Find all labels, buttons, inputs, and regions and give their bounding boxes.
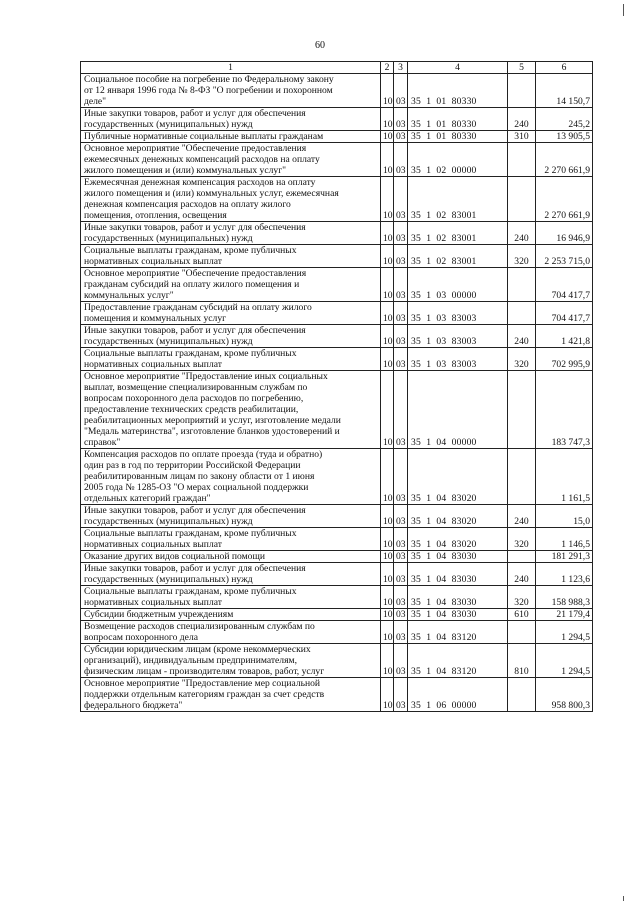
row-expense-type: 310 xyxy=(508,131,536,143)
row-target-code: 35 1 04 83030 xyxy=(408,586,508,609)
row-section: 10 xyxy=(381,302,394,325)
row-name-line: Субсидии юридическим лицам (кроме некоммерческих xyxy=(84,644,311,655)
row-name-line: жилого помещения и (или) коммунальных услуг" xyxy=(84,165,287,176)
row-amount: 704 417,7 xyxy=(536,268,593,302)
row-name-line: справок" xyxy=(84,437,121,448)
row-name xyxy=(81,245,381,268)
row-target-code: 35 1 04 00000 xyxy=(408,371,508,449)
row-name-line: Предоставление гражданам субсидий на оплату жилого xyxy=(84,302,312,313)
row-expense-type: 320 xyxy=(508,586,536,609)
row-name-line: реабилитационных мероприятий и услуг, изготовление медали xyxy=(84,415,341,426)
row-name xyxy=(81,449,381,505)
table-row xyxy=(81,644,593,678)
row-section: 10 xyxy=(381,245,394,268)
row-name-line: Основное мероприятие "Обеспечение предоставления xyxy=(84,268,307,279)
row-name-line: 2005 года № 1285-ОЗ "О мерах социальной поддержки xyxy=(84,482,309,493)
row-amount: 16 946,9 xyxy=(536,222,593,245)
row-target-code: 35 1 01 80330 xyxy=(408,108,508,131)
row-name-line: предоставление технических средств реабилитации, xyxy=(84,404,299,415)
row-subsection: 03 xyxy=(394,449,408,505)
row-name-line: Социальные выплаты гражданам, кроме публичных xyxy=(84,528,297,539)
row-subsection: 03 xyxy=(394,348,408,371)
row-subsection: 03 xyxy=(394,268,408,302)
row-name-line: организаций), индивидуальным предпринимателям, xyxy=(84,655,297,666)
row-name xyxy=(81,609,381,621)
row-subsection: 03 xyxy=(394,505,408,528)
row-name-line: Основное мероприятие "Обеспечение предоставления xyxy=(84,143,307,154)
row-subsection: 03 xyxy=(394,371,408,449)
row-section: 10 xyxy=(381,528,394,551)
row-name-line: поддержки отдельным категориям граждан за счет средств xyxy=(84,689,325,700)
row-name xyxy=(81,222,381,245)
row-name-line: Основное мероприятие "Предоставление мер социальной xyxy=(84,678,321,689)
row-amount: 2 270 661,9 xyxy=(536,143,593,177)
row-amount: 1 421,8 xyxy=(536,325,593,348)
row-section: 10 xyxy=(381,143,394,177)
row-name-line: коммунальных услуг" xyxy=(84,290,174,301)
row-subsection: 03 xyxy=(394,143,408,177)
row-subsection: 03 xyxy=(394,108,408,131)
row-expense-type: 320 xyxy=(508,245,536,268)
row-name-line: Иные закупки товаров, работ и услуг для обеспечения xyxy=(84,325,306,336)
row-expense-type: 240 xyxy=(508,325,536,348)
row-name-line: гражданам субсидий на оплату жилого помещения и xyxy=(84,279,300,290)
table-row xyxy=(81,108,593,131)
header-col-target: 4 xyxy=(408,62,508,74)
row-target-code: 35 1 01 80330 xyxy=(408,131,508,143)
row-name-line: отдельных категорий граждан" xyxy=(84,493,211,504)
row-name xyxy=(81,644,381,678)
row-name-line: нормативных социальных выплат xyxy=(84,539,222,550)
row-expense-type: 610 xyxy=(508,609,536,621)
row-name-line: реабилитированным лицам по закону области от 1 июня xyxy=(84,471,315,482)
header-col-section: 2 xyxy=(381,62,394,74)
row-subsection: 03 xyxy=(394,222,408,245)
row-name-line: помещения и коммунальных услуг xyxy=(84,313,227,324)
row-expense-type: 320 xyxy=(508,348,536,371)
row-name-line: ежемесячных денежных компенсаций расходов на оплату xyxy=(84,154,320,165)
row-name-line: Компенсация расходов по оплате проезда (туда и обратно) xyxy=(84,449,323,460)
row-expense-type xyxy=(508,371,536,449)
row-name-line: деле" xyxy=(84,96,107,107)
row-subsection: 03 xyxy=(394,586,408,609)
table-body xyxy=(81,74,593,712)
table-row xyxy=(81,563,593,586)
row-name xyxy=(81,143,381,177)
row-section: 10 xyxy=(381,586,394,609)
edge-mark-top xyxy=(623,4,624,16)
row-section: 10 xyxy=(381,505,394,528)
row-amount: 15,0 xyxy=(536,505,593,528)
row-expense-type: 810 xyxy=(508,644,536,678)
row-name xyxy=(81,74,381,108)
row-name-line: нормативных социальных выплат xyxy=(84,256,222,267)
row-amount: 702 995,9 xyxy=(536,348,593,371)
row-expense-type xyxy=(508,551,536,563)
row-name-line: Ежемесячная денежная компенсация расходов на оплату xyxy=(84,177,316,188)
row-amount: 181 291,3 xyxy=(536,551,593,563)
table-row xyxy=(81,245,593,268)
table-row xyxy=(81,325,593,348)
row-amount: 1 161,5 xyxy=(536,449,593,505)
row-amount: 1 123,6 xyxy=(536,563,593,586)
row-subsection: 03 xyxy=(394,74,408,108)
row-subsection: 03 xyxy=(394,302,408,325)
row-section: 10 xyxy=(381,621,394,644)
row-target-code: 35 1 02 00000 xyxy=(408,143,508,177)
row-section: 10 xyxy=(381,644,394,678)
page-number: 60 xyxy=(315,40,325,51)
row-amount: 21 179,4 xyxy=(536,609,593,621)
row-name-line: выплат, возмещение специализированным службам по xyxy=(84,382,308,393)
row-target-code: 35 1 03 83003 xyxy=(408,302,508,325)
row-name xyxy=(81,563,381,586)
row-name xyxy=(81,268,381,302)
row-name-line: Иные закупки товаров, работ и услуг для обеспечения xyxy=(84,222,306,233)
row-target-code: 35 1 04 83020 xyxy=(408,449,508,505)
row-name-line: денежная компенсация расходов на оплату жилого xyxy=(84,199,291,210)
table-row xyxy=(81,449,593,505)
header-col-subsection: 3 xyxy=(394,62,408,74)
row-section: 10 xyxy=(381,108,394,131)
row-target-code: 35 1 04 83020 xyxy=(408,505,508,528)
row-target-code: 35 1 02 83001 xyxy=(408,222,508,245)
row-section: 10 xyxy=(381,609,394,621)
table-row xyxy=(81,371,593,449)
row-target-code: 35 1 04 83120 xyxy=(408,644,508,678)
row-name-line: жилого помещения и (или) коммунальных услуг, ежемесячная xyxy=(84,188,339,199)
row-amount: 1 294,5 xyxy=(536,621,593,644)
row-name-line: государственных (муниципальных) нужд xyxy=(84,233,253,244)
row-expense-type: 240 xyxy=(508,563,536,586)
row-name xyxy=(81,551,381,563)
row-name-line: нормативных социальных выплат xyxy=(84,359,222,370)
row-name-line: Социальное пособие на погребение по Федеральному закону xyxy=(84,74,334,85)
row-name xyxy=(81,371,381,449)
row-name-line: государственных (муниципальных) нужд xyxy=(84,574,253,585)
row-name-line: Социальные выплаты гражданам, кроме публичных xyxy=(84,245,297,256)
row-section: 10 xyxy=(381,563,394,586)
row-amount: 704 417,7 xyxy=(536,302,593,325)
row-target-code: 35 1 04 83030 xyxy=(408,609,508,621)
row-name-line: государственных (муниципальных) нужд xyxy=(84,516,253,527)
row-name xyxy=(81,108,381,131)
row-subsection: 03 xyxy=(394,245,408,268)
row-amount: 1 146,5 xyxy=(536,528,593,551)
row-expense-type xyxy=(508,449,536,505)
row-subsection: 03 xyxy=(394,177,408,222)
row-section: 10 xyxy=(381,449,394,505)
row-expense-type xyxy=(508,621,536,644)
row-name-line: Публичные нормативные социальные выплаты гражданам xyxy=(84,131,324,142)
row-expense-type: 320 xyxy=(508,528,536,551)
row-name-line: один раз в год по территории Российской Федерации xyxy=(84,460,301,471)
row-section: 10 xyxy=(381,268,394,302)
row-name xyxy=(81,528,381,551)
row-name-line: Иные закупки товаров, работ и услуг для обеспечения xyxy=(84,505,306,516)
row-target-code: 35 1 03 83003 xyxy=(408,325,508,348)
row-section: 10 xyxy=(381,222,394,245)
table-row xyxy=(81,586,593,609)
row-name-line: вопросам похоронного дела xyxy=(84,632,198,643)
header-col-name: 1 xyxy=(81,62,381,74)
row-expense-type: 240 xyxy=(508,222,536,245)
row-target-code: 35 1 02 83001 xyxy=(408,245,508,268)
row-section: 10 xyxy=(381,74,394,108)
row-name xyxy=(81,621,381,644)
row-name xyxy=(81,678,381,712)
row-subsection: 03 xyxy=(394,325,408,348)
row-name xyxy=(81,505,381,528)
row-section: 10 xyxy=(381,551,394,563)
row-target-code: 35 1 04 83120 xyxy=(408,621,508,644)
row-expense-type xyxy=(508,177,536,222)
header-col-type: 5 xyxy=(508,62,536,74)
row-amount: 2 270 661,9 xyxy=(536,177,593,222)
row-section: 10 xyxy=(381,678,394,712)
table-row xyxy=(81,678,593,712)
table-row xyxy=(81,222,593,245)
row-subsection: 03 xyxy=(394,621,408,644)
row-amount: 183 747,3 xyxy=(536,371,593,449)
row-subsection: 03 xyxy=(394,528,408,551)
row-subsection: 03 xyxy=(394,131,408,143)
row-amount: 13 905,5 xyxy=(536,131,593,143)
row-target-code: 35 1 03 83003 xyxy=(408,348,508,371)
row-section: 10 xyxy=(381,177,394,222)
row-name-line: федерального бюджета" xyxy=(84,700,183,711)
row-name-line: государственных (муниципальных) нужд xyxy=(84,119,253,130)
row-expense-type xyxy=(508,268,536,302)
table-row xyxy=(81,621,593,644)
row-subsection: 03 xyxy=(394,609,408,621)
row-target-code: 35 1 04 83020 xyxy=(408,528,508,551)
row-target-code: 35 1 03 00000 xyxy=(408,268,508,302)
row-name-line: Социальные выплаты гражданам, кроме публичных xyxy=(84,348,297,359)
header-col-amount: 6 xyxy=(536,62,593,74)
row-section: 10 xyxy=(381,325,394,348)
row-amount: 958 800,3 xyxy=(536,678,593,712)
row-name-line: "Медаль материнства", изготовление бланков удостоверений и xyxy=(84,426,340,437)
row-section: 10 xyxy=(381,371,394,449)
row-amount: 14 150,7 xyxy=(536,74,593,108)
row-name-line: Оказание других видов социальной помощи xyxy=(84,551,265,562)
table-row xyxy=(81,348,593,371)
row-amount: 1 294,5 xyxy=(536,644,593,678)
table-row xyxy=(81,143,593,177)
row-name-line: нормативных социальных выплат xyxy=(84,597,222,608)
table-row xyxy=(81,551,593,563)
row-amount: 158 988,3 xyxy=(536,586,593,609)
row-expense-type: 240 xyxy=(508,108,536,131)
row-section: 10 xyxy=(381,348,394,371)
table-row xyxy=(81,609,593,621)
edge-mark-bottom xyxy=(623,896,624,901)
table-row xyxy=(81,302,593,325)
table-row xyxy=(81,131,593,143)
row-name-line: Иные закупки товаров, работ и услуг для обеспечения xyxy=(84,108,306,119)
row-subsection: 03 xyxy=(394,563,408,586)
budget-table xyxy=(80,61,593,712)
row-subsection: 03 xyxy=(394,644,408,678)
row-target-code: 35 1 06 00000 xyxy=(408,678,508,712)
row-expense-type xyxy=(508,143,536,177)
row-subsection: 03 xyxy=(394,678,408,712)
row-name-line: Иные закупки товаров, работ и услуг для обеспечения xyxy=(84,563,306,574)
row-expense-type xyxy=(508,678,536,712)
row-target-code: 35 1 02 83001 xyxy=(408,177,508,222)
row-name xyxy=(81,302,381,325)
row-name-line: физическим лицам - производителям товаров, работ, услуг xyxy=(84,666,325,677)
row-name xyxy=(81,325,381,348)
table-header-row xyxy=(81,62,593,74)
row-section: 10 xyxy=(381,131,394,143)
row-name xyxy=(81,348,381,371)
row-name-line: государственных (муниципальных) нужд xyxy=(84,336,253,347)
row-name-line: вопросам похоронного дела расходов по погребению, xyxy=(84,393,304,404)
row-name xyxy=(81,177,381,222)
table-row xyxy=(81,74,593,108)
table-row xyxy=(81,528,593,551)
row-expense-type xyxy=(508,74,536,108)
row-target-code: 35 1 01 80330 xyxy=(408,74,508,108)
row-expense-type xyxy=(508,302,536,325)
row-name-line: Возмещение расходов специализированным службам по xyxy=(84,621,315,632)
row-name-line: Социальные выплаты гражданам, кроме публичных xyxy=(84,586,297,597)
row-name-line: помещения, отопления, освещения xyxy=(84,210,227,221)
row-subsection: 03 xyxy=(394,551,408,563)
row-name-line: Субсидии бюджетным учреждениям xyxy=(84,609,234,620)
row-name-line: от 12 января 1996 года № 8-ФЗ "О погребении и похоронном xyxy=(84,85,333,96)
row-amount: 245,2 xyxy=(536,108,593,131)
row-expense-type: 240 xyxy=(508,505,536,528)
row-name xyxy=(81,131,381,143)
row-target-code: 35 1 04 83030 xyxy=(408,563,508,586)
table-row xyxy=(81,505,593,528)
row-name-line: Основное мероприятие "Предоставление иных социальных xyxy=(84,371,328,382)
row-name xyxy=(81,586,381,609)
row-amount: 2 253 715,0 xyxy=(536,245,593,268)
table-row xyxy=(81,177,593,222)
row-target-code: 35 1 04 83030 xyxy=(408,551,508,563)
table-row xyxy=(81,268,593,302)
